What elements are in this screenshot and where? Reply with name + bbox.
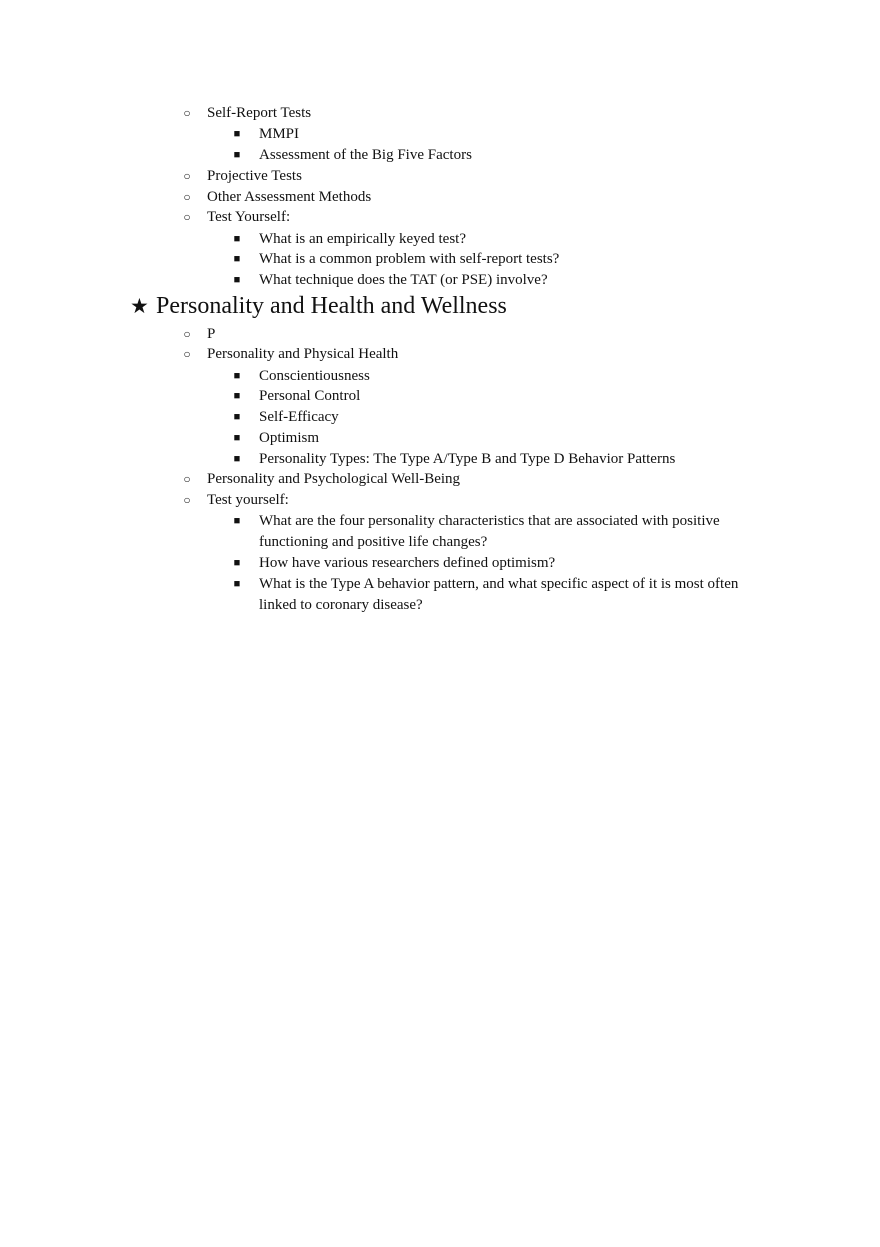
square-bullet-icon: ■ xyxy=(233,128,241,140)
square-bullet-icon: ■ xyxy=(233,515,241,527)
star-bullet-icon: ★ xyxy=(130,294,149,318)
circle-bullet-icon: ○ xyxy=(183,493,191,507)
square-bullet-icon: ■ xyxy=(233,453,241,465)
square-bullet-icon: ■ xyxy=(233,557,241,569)
section-heading xyxy=(130,291,507,321)
square-bullet-icon: ■ xyxy=(233,253,241,265)
square-bullet-icon: ■ xyxy=(233,233,241,245)
list-item-label: How have various researchers defined optimism? xyxy=(259,555,556,571)
list-item-label: Assessment of the Big Five Factors xyxy=(259,147,472,163)
circle-bullet-icon: ○ xyxy=(183,190,191,204)
square-bullet-icon: ■ xyxy=(233,578,241,590)
list-item-label: Conscientiousness xyxy=(259,368,370,384)
list-item-label: Self-Efficacy xyxy=(259,409,339,425)
square-bullet-icon: ■ xyxy=(233,370,241,382)
circle-bullet-icon: ○ xyxy=(183,210,191,224)
list-item-label: What is a common problem with self-report tests? xyxy=(259,251,560,267)
section-heading-text: Personality and Health and Wellness xyxy=(156,293,507,319)
list-item-label: What is an empirically keyed test? xyxy=(259,231,467,247)
list-item-label: What technique does the TAT (or PSE) involve? xyxy=(259,272,548,288)
list-item-label: Personality Types: The Type A/Type B and Type D Behavior Patterns xyxy=(259,451,676,467)
square-bullet-icon: ■ xyxy=(233,390,241,402)
list-item-label: Test yourself: xyxy=(207,492,289,508)
square-bullet-icon: ■ xyxy=(233,411,241,423)
list-item-label: Self-Report Tests xyxy=(207,105,312,121)
circle-bullet-icon: ○ xyxy=(183,347,191,361)
list-item-label: Other Assessment Methods xyxy=(207,189,372,205)
list-item-label: Personality and Psychological Well-Being xyxy=(207,471,461,487)
square-bullet-icon: ■ xyxy=(233,274,241,286)
list-item-label: Personal Control xyxy=(259,388,361,404)
circle-bullet-icon: ○ xyxy=(183,327,191,341)
circle-bullet-icon: ○ xyxy=(183,169,191,183)
square-bullet-icon: ■ xyxy=(233,432,241,444)
list-item-label: Projective Tests xyxy=(207,168,302,184)
circle-bullet-icon: ○ xyxy=(183,106,191,120)
list-item-label: P xyxy=(207,326,216,342)
circle-bullet-icon: ○ xyxy=(183,472,191,486)
list-item-label: Personality and Physical Health xyxy=(207,346,399,362)
list-item-label: MMPI xyxy=(259,126,300,142)
list-item-label: Optimism xyxy=(259,430,320,446)
square-bullet-icon: ■ xyxy=(233,149,241,161)
list-item-label: Test Yourself: xyxy=(207,209,291,225)
list-item-label: What is the Type A behavior pattern, and what specific aspect of it is most often linked to coronary disease? xyxy=(259,576,739,613)
list-item-label: What are the four personality characteristics that are associated with positive functioning and positive life changes? xyxy=(259,513,720,550)
